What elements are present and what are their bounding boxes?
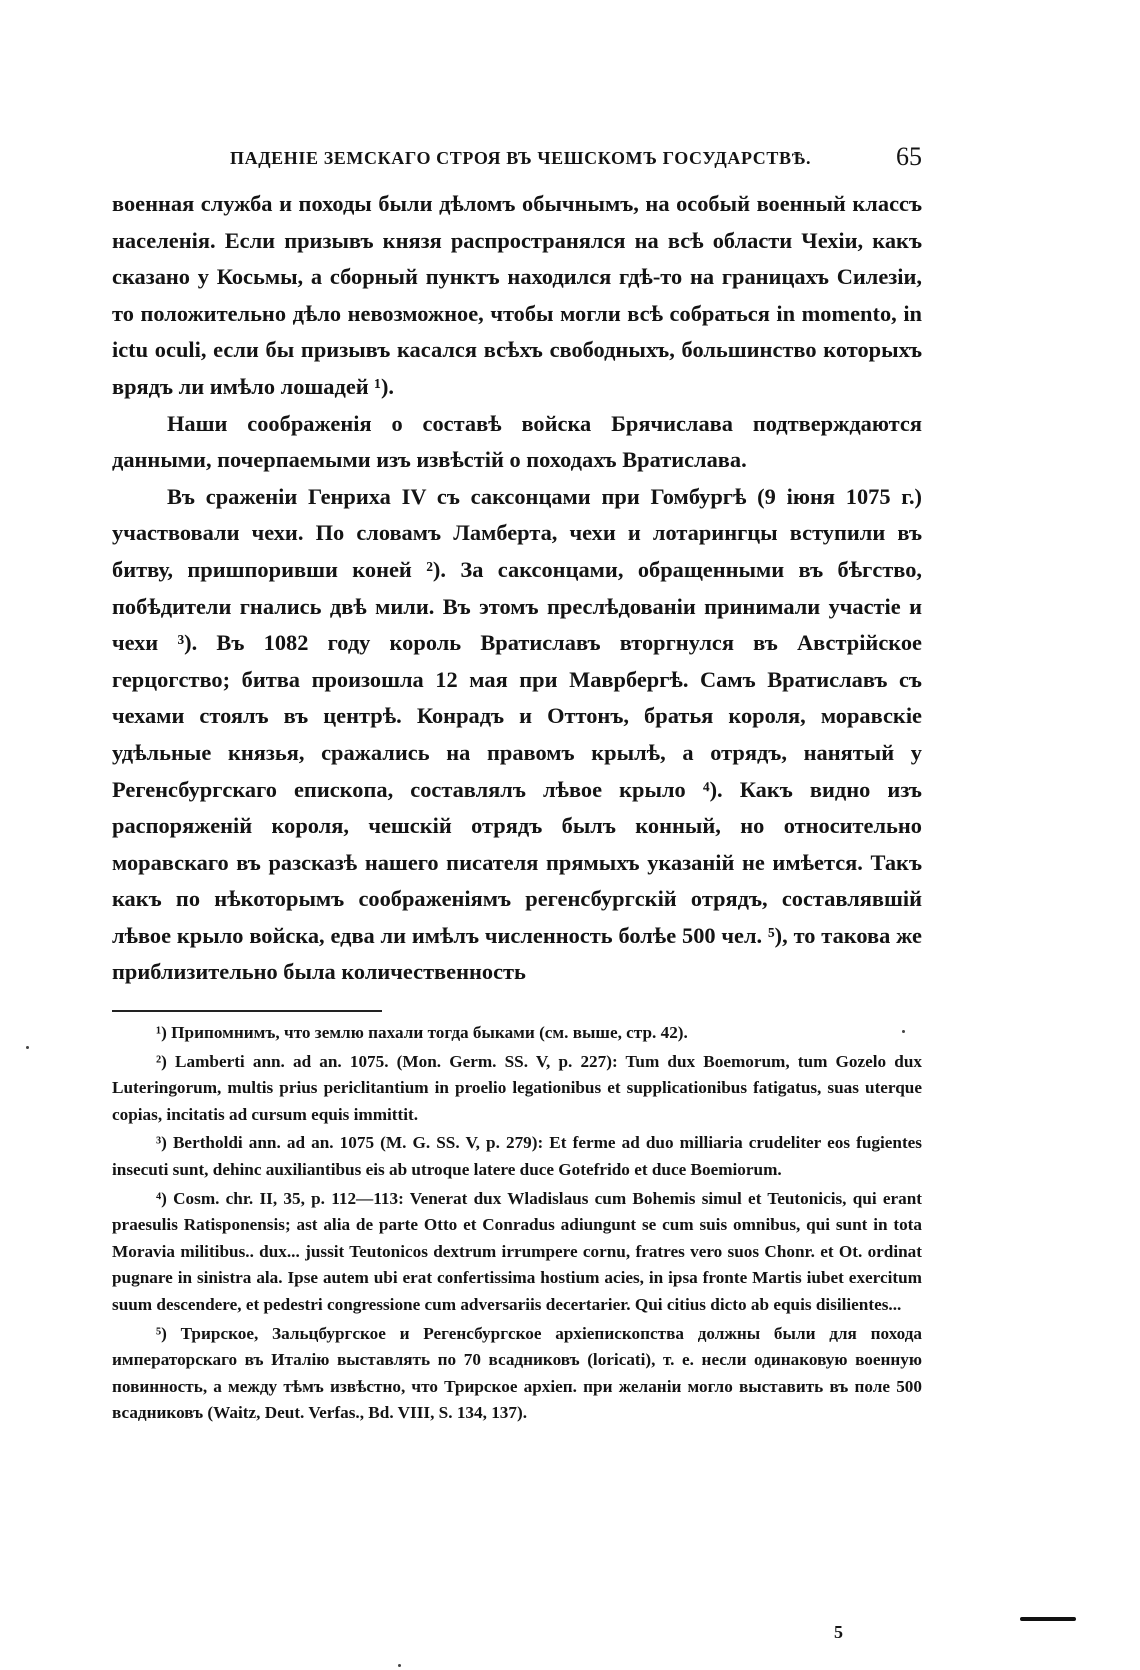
signature-mark: 5: [834, 1622, 843, 1642]
scan-speck: [398, 1664, 401, 1667]
page-number: 65: [896, 142, 922, 171]
footnotes: [112, 1020, 922, 1429]
footnote-1: ¹) Припомнимъ, что землю пахали тогда быками (см. выше, стр. 42).: [156, 1023, 688, 1042]
footnote-5: ⁵) Трирское, Зальцбургское и Регенсбургское архіепископства должны были для похода императорскаго въ Италію выставлять по 70 всадниковъ (loricati), т. е. несли одинаковую военную повинность, а между тѣмъ извѣстно, что Трирское архіеп. при желаніи могло выставить въ поле 500 всадниковъ (Waitz, Deut. Verfas., Bd. VIII, S. 134, 137).: [112, 1323, 922, 1423]
paragraph-1: военная служба и походы были дѣломъ обычнымъ, на особый военный классъ населенія. Если призывъ князя распространялся на всѣ области Чехіи, какъ сказано у Косьмы, а сборный пунктъ находился гдѣ-то на границахъ Силезіи, то положительно дѣло невозможное, чтобы могли всѣ собраться in momento, in ictu oculi, если бы призывъ касался всѣхъ свободныхъ, большинство которыхъ врядъ ли имѣло лошадей ¹).: [112, 191, 922, 399]
paragraph-2: Наши соображенія о составѣ войска Брячислава подтверждаются данными, почерпаемыми изъ извѣстій о походахъ Вратислава.: [112, 410, 922, 473]
footnote-4: ⁴) Cosm. chr. II, 35, p. 112—113: Venerat dux Wladislaus cum Bohemis simul et Teutonicis, qui erant praesulis Ratisponensis; ast alia de parte Otto et Conradus adiungunt se cum suis omnibus, qui sunt in tota Moravia militibus.. dux... jussit Teutonicos dextrum irrumpere cornu, fratres vero suos Chonr. et Ot. ordinat pugnare in sinistra ala. Ipse autem ubi erat confertissima hostium acies, in ipsa fronte Martis iubet exercitum suum descendere, et pedestri congressione cum adversariis decertarier. Qui citius dicto ab equis disilientes...: [112, 1188, 922, 1314]
footnote-3: ³) Bertholdi ann. ad an. 1075 (M. G. SS. V, p. 279): Et ferme ad duo milliaria crudeliter eos fugientes insecuti sunt, dehinc auxiliantibus eis ab utroque latere duce Gotefrido et duce Boemiorum.: [112, 1133, 922, 1179]
running-head: [112, 142, 922, 176]
footnote-rule: [112, 1010, 382, 1012]
scan-speck: [26, 1046, 29, 1049]
scan-speck: [902, 1030, 905, 1033]
footnote-2: ²) Lamberti ann. ad an. 1075. (Mon. Germ. SS. V, p. 227): Tum dux Boemorum, tum Gozelo dux Luteringorum, multis prius periclitantium in proelio legationibus et supplicationibus fatigatus, suas uterque copias, incitatis ad cursum equis immittit.: [112, 1051, 922, 1124]
running-title: ПАДЕНІЕ ЗЕМСКАГО СТРОЯ ВЪ ЧЕШСКОМЪ ГОСУДАРСТВѢ.: [230, 148, 812, 168]
paragraph-3: Въ сраженіи Генриха IV съ саксонцами при Гомбургѣ (9 іюня 1075 г.) участвовали чехи. По словамъ Ламберта, чехи и лотарингцы вступили въ битву, пришпоривши коней ²). За саксонцами, обращенными въ бѣгство, побѣдители гнались двѣ мили. Въ этомъ преслѣдованіи принимали участіе и чехи ³). Въ 1082 году король Вратиславъ вторгнулся въ Австрійское герцогство; битва произошла 12 мая при Маврбергѣ. Самъ Вратиславъ съ чехами стоялъ въ центрѣ. Конрадъ и Оттонъ, братья короля, моравскіе удѣльные князья, сражались на правомъ крылѣ, а отрядъ, нанятый у Регенсбургскаго епископа, составлялъ лѣвое крыло ⁴). Какъ видно изъ распоряженій короля, чешскій отрядъ былъ конный, но относительно моравскаго въ разсказѣ нашего писателя прямыхъ указаній не имѣется. Такъ какъ по нѣкоторымъ соображеніямъ регенсбургскій отрядъ, составлявшій лѣвое крыло войска, едва ли имѣлъ численность болѣе 500 чел. ⁵), то такова же приблизительно была количественность: [112, 483, 922, 985]
body-text: [112, 186, 922, 991]
margin-mark: [1020, 1617, 1076, 1621]
